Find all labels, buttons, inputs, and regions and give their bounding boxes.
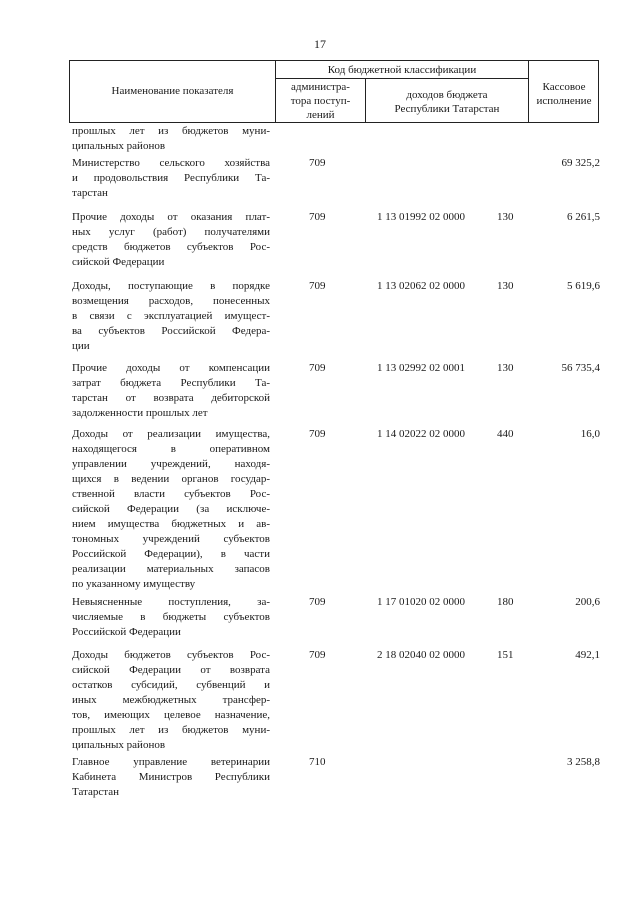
header-name-column: Наименование показателя (111, 85, 234, 97)
cash-execution: 16,0 (580, 428, 600, 440)
indicator-name-line: щихся в ведении органов государ- (72, 473, 270, 485)
admin-code: 709 (309, 157, 326, 169)
indicator-name-line: по указанному имуществу (72, 578, 196, 590)
admin-code: 709 (309, 596, 326, 608)
income-code: 2 18 02040 02 0000 (377, 649, 465, 661)
cash-execution: 5 619,6 (567, 280, 600, 292)
indicator-name-line: тономных учреждений субъектов (72, 533, 270, 545)
indicator-name (72, 124, 270, 154)
indicator-name (72, 210, 270, 270)
cash-execution: 56 735,4 (561, 362, 600, 374)
indicator-name (72, 755, 270, 800)
indicator-name-line: и продовольствия Республики Та- (72, 172, 270, 184)
sub-code: 180 (497, 596, 514, 608)
indicator-name-line: сийской Федерации (72, 256, 165, 268)
admin-code: 709 (309, 280, 326, 292)
indicator-name-line: Татарстан (72, 786, 119, 798)
indicator-name-line: Министерство сельского хозяйства (72, 157, 270, 169)
indicator-name-line: управлении учреждений, находя- (72, 458, 270, 470)
indicator-name-line: ва субъектов Российской Федера- (72, 325, 270, 337)
indicator-name-line: ципальных районов (72, 739, 166, 751)
indicator-name-line: реализации материальных запасов (72, 563, 270, 575)
income-code: 1 13 02062 02 0000 (377, 280, 465, 292)
indicator-name-line: нием имущества бюджетных и ав- (72, 518, 270, 530)
indicator-name-line: затрат бюджета Республики Та- (72, 377, 270, 389)
indicator-name (72, 361, 270, 421)
indicator-name-line: ных услуг (работ) получателями (72, 226, 270, 238)
indicator-name-line: тарстан от возврата дебиторской (72, 392, 270, 404)
indicator-name-line: средств бюджетов субъектов Рос- (72, 241, 270, 253)
indicator-name (72, 279, 270, 354)
sub-code: 440 (497, 428, 514, 440)
sub-code: 130 (497, 211, 514, 223)
cash-execution: 200,6 (575, 596, 600, 608)
indicator-name-line: возмещения расходов, понесенных (72, 295, 270, 307)
indicator-name-line: прошлых лет из бюджетов муни- (72, 724, 270, 736)
header-exec-column: Кассовое исполнение (536, 81, 592, 107)
indicator-name-line: Российской Федерации (72, 626, 181, 638)
indicator-name-line: тарстан (72, 187, 108, 199)
indicator-name-line: числяемые в бюджеты субъектов (72, 611, 270, 623)
indicator-name-line: Прочие доходы от компенсации (72, 362, 270, 374)
indicator-name (72, 156, 270, 201)
income-code: 1 17 01020 02 0000 (377, 596, 465, 608)
indicator-name-line: сийской Федерации (за исключе- (72, 503, 270, 515)
admin-code: 709 (309, 211, 326, 223)
sub-code: 130 (497, 362, 514, 374)
admin-code: 709 (309, 428, 326, 440)
page-number: 17 (314, 37, 326, 51)
sub-code: 151 (497, 649, 514, 661)
indicator-name-line: Кабинета Министров Республики (72, 771, 270, 783)
indicator-name-line: Прочие доходы от оказания плат- (72, 211, 270, 223)
income-code: 1 14 02022 02 0000 (377, 428, 465, 440)
indicator-name-line: сийской Федерации от возврата (72, 664, 270, 676)
indicator-name (72, 648, 270, 753)
header-divider (275, 78, 528, 79)
cash-execution: 3 258,8 (567, 756, 600, 768)
admin-code: 709 (309, 649, 326, 661)
cash-execution: 6 261,5 (567, 211, 600, 223)
header-code-group: Код бюджетной классификации (327, 64, 477, 76)
indicator-name-line: прошлых лет из бюджетов муни- (72, 125, 270, 137)
cash-execution: 69 325,2 (561, 157, 600, 169)
indicator-name (72, 595, 270, 640)
indicator-name-line: иных межбюджетных трансфер- (72, 694, 270, 706)
income-code: 1 13 01992 02 0000 (377, 211, 465, 223)
sub-code: 130 (497, 280, 514, 292)
indicator-name-line: Доходы от реализации имущества, (72, 428, 270, 440)
indicator-name-line: находящегося в оперативном (72, 443, 270, 455)
indicator-name-line: в связи с эксплуатацией имущест- (72, 310, 270, 322)
indicator-name-line: Доходы, поступающие в порядке (72, 280, 270, 292)
indicator-name-line: Невыясненные поступления, за- (72, 596, 270, 608)
indicator-name (72, 427, 270, 592)
indicator-name-line: ции (72, 340, 90, 352)
indicator-name-line: задолженности прошлых лет (72, 407, 208, 419)
indicator-name-line: Доходы бюджетов субъектов Рос- (72, 649, 270, 661)
indicator-name-line: остатков субсидий, субвенций и (72, 679, 270, 691)
header-income-column: доходов бюджета Республики Татарстан (394, 89, 500, 115)
admin-code: 709 (309, 362, 326, 374)
indicator-name-line: ципальных районов (72, 140, 166, 152)
income-code: 1 13 02992 02 0001 (377, 362, 465, 374)
cash-execution: 492,1 (575, 649, 600, 661)
indicator-name-line: ственной власти субъектов Рос- (72, 488, 270, 500)
indicator-name-line: тов, имеющих целевое назначение, (72, 709, 270, 721)
admin-code: 710 (309, 756, 326, 768)
indicator-name-line: Главное управление ветеринарии (72, 756, 270, 768)
header-admin-column: администра- тора поступ- лений (290, 81, 351, 121)
indicator-name-line: Российской Федерации), в части (72, 548, 270, 560)
